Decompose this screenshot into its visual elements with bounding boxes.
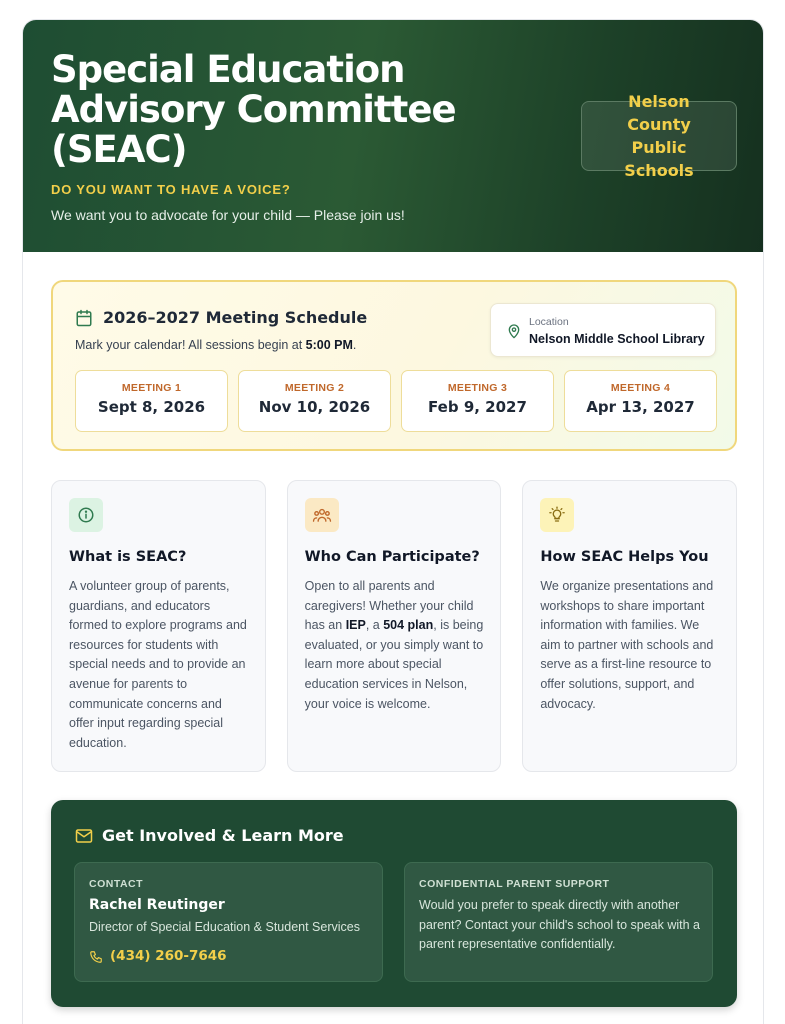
- meeting-card: [401, 370, 554, 432]
- meeting-card: [564, 370, 717, 432]
- mail-icon: [75, 828, 93, 844]
- schedule-time: 5:00 PM: [305, 338, 353, 352]
- contact-role: Director of Special Education & Student Services: [89, 920, 360, 934]
- info-card-text: , a: [365, 618, 384, 633]
- meeting-label: MEETING 1: [121, 382, 182, 394]
- schedule-title: 2026–2027 Meeting Schedule: [103, 308, 368, 327]
- contact-phone-link[interactable]: (434) 260-7646: [110, 948, 227, 964]
- parent-support-card: [404, 862, 713, 982]
- contact-name: Rachel Reutinger: [89, 897, 225, 913]
- info-card-title: How SEAC Helps You: [540, 549, 709, 565]
- info-card-body: We organize presentations and workshops to share important information with families. We aim to partner with schools and serve as a first-line resource to offer solutions, support, and advocacy.: [540, 579, 714, 711]
- parent-support-text: Would you prefer to speak directly with another parent? Contact your child's school to speak with a parent representative confidentially.: [419, 898, 701, 952]
- contact-label: CONTACT: [89, 878, 144, 890]
- info-card-body: [305, 577, 485, 714]
- people-icon: [305, 498, 339, 532]
- schedule-note: [75, 338, 356, 352]
- meeting-date: Nov 10, 2026: [258, 398, 371, 416]
- lightbulb-icon: [540, 498, 574, 532]
- iep-term: IEP: [345, 618, 366, 633]
- contact-section: [51, 800, 737, 1007]
- info-card-title: What is SEAC?: [69, 549, 187, 565]
- schedule-note-prefix: Mark your calendar! All sessions begin at: [75, 338, 306, 352]
- tagline: DO YOU WANT TO HAVE A VOICE?: [51, 182, 291, 197]
- meeting-date: Feb 9, 2027: [428, 398, 527, 416]
- district-badge: [581, 92, 737, 180]
- location-value: Nelson Middle School Library: [529, 332, 705, 346]
- contact-card: [74, 862, 383, 982]
- contact-heading: Get Involved & Learn More: [102, 826, 344, 845]
- info-card-title: Who Can Participate?: [304, 549, 480, 565]
- meeting-label: MEETING 2: [284, 382, 345, 394]
- calendar-icon: [75, 309, 93, 327]
- meeting-date: Sept 8, 2026: [97, 398, 206, 416]
- info-card-who-can-participate: [287, 480, 502, 772]
- location-label: Location: [529, 316, 569, 328]
- parent-support-label: CONFIDENTIAL PARENT SUPPORT: [419, 878, 610, 890]
- map-pin-icon: [506, 323, 522, 339]
- info-icon: [69, 498, 103, 532]
- schedule-note-suffix: .: [352, 338, 357, 352]
- meeting-list: [75, 370, 717, 432]
- meeting-schedule: [51, 280, 737, 451]
- meeting-label: MEETING 3: [447, 382, 508, 394]
- info-cards: [51, 480, 737, 772]
- info-card-text: , is being evaluated, or you simply want to learn more about special education services in Nelson, your voice is welcome.: [304, 618, 484, 711]
- phone-icon: [89, 950, 103, 964]
- 504-plan-term: 504 plan: [383, 618, 434, 633]
- page-title: Special Education Advisory Committee (SEAC): [51, 48, 456, 171]
- info-card-body: A volunteer group of parents, guardians, and educators formed to explore programs and resources for students with special needs and to provide an avenue for parents to communicate concerns and offer input regarding special education.: [69, 579, 247, 750]
- district-name: Nelson County Public Schools: [624, 92, 694, 180]
- meeting-date: Apr 13, 2027: [586, 398, 695, 416]
- info-card-text: Open to all parents and caregivers! Whether your child has an: [304, 579, 474, 633]
- info-card-how-seac-helps: [522, 480, 737, 772]
- subline: We want you to advocate for your child — Please join us!: [51, 207, 405, 223]
- flyer-card: [22, 19, 764, 1024]
- meeting-label: MEETING 4: [610, 382, 671, 394]
- meeting-card: [238, 370, 391, 432]
- location-box: [490, 303, 716, 357]
- info-card-what-is-seac: [51, 480, 266, 772]
- header: [23, 20, 764, 252]
- meeting-card: [75, 370, 228, 432]
